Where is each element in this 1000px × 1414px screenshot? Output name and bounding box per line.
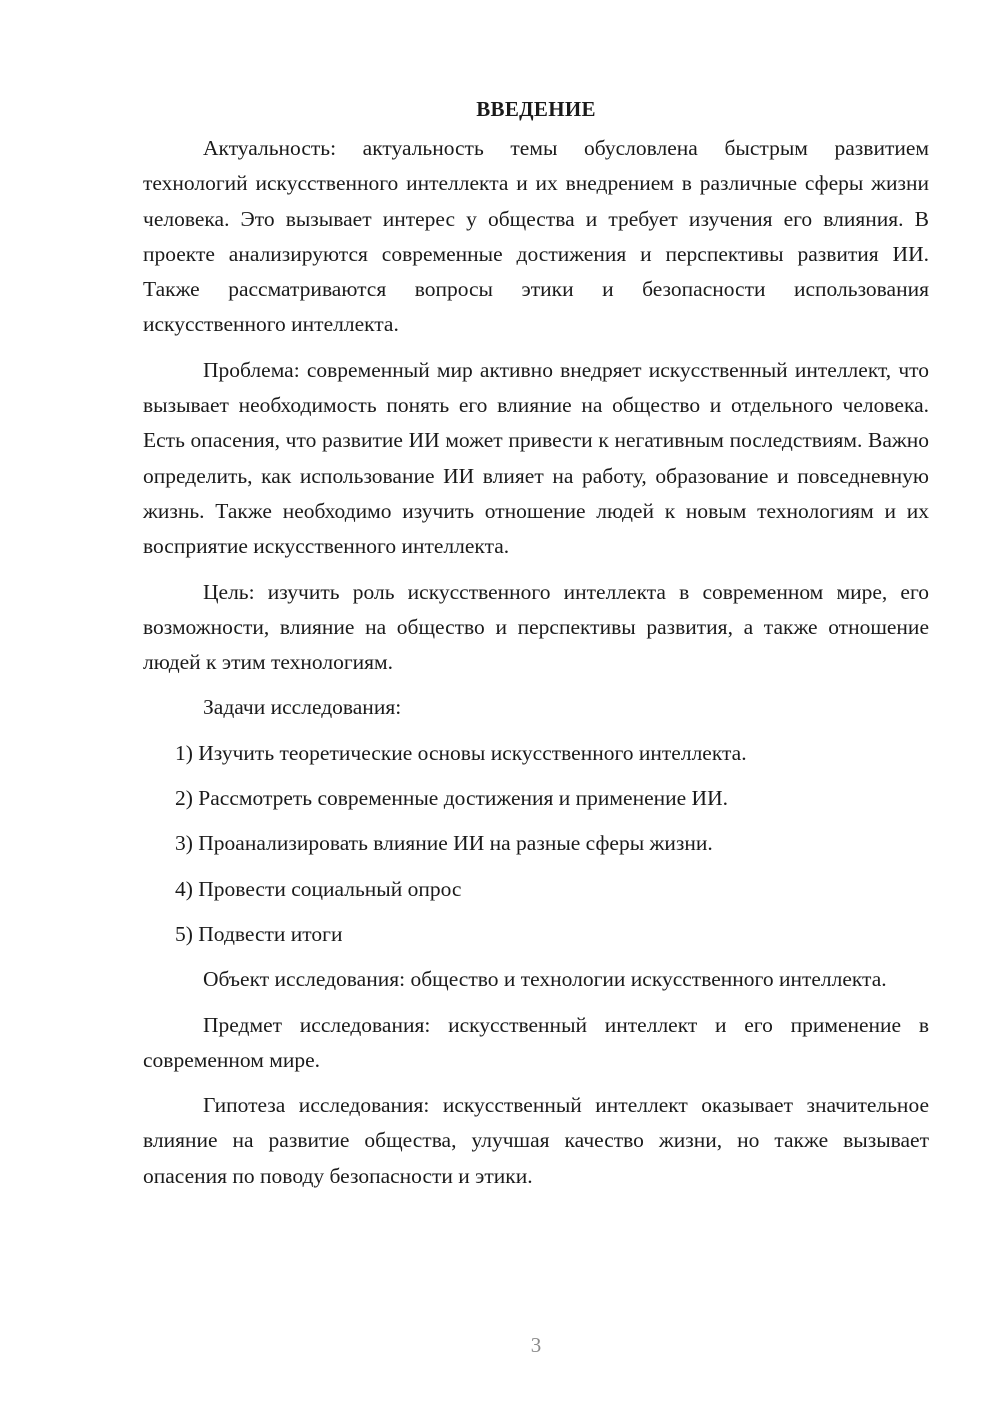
paragraph-object: Объект исследования: общество и технологии искусственного интеллекта. (203, 967, 887, 992)
paragraph-hypothesis: Гипотеза исследования: искусственный интеллект оказывает значительное влияние на развитие общества, улучшая качество жизни, но также вызывает опасения по поводу безопасности и этики. (143, 1093, 929, 1188)
task-item-3: 3) Проанализировать влияние ИИ на разные сферы жизни. (175, 831, 713, 856)
section-title: ВВЕДЕНИЕ (476, 97, 596, 121)
task-list (143, 736, 929, 952)
task-item-4: 4) Провести социальный опрос (175, 876, 462, 901)
document-page (143, 92, 929, 1194)
page-number: 3 (530, 1333, 542, 1357)
paragraph-goal: Цель: изучить роль искусственного интеллекта в современном мире, его возможности, влияние на общество и перспективы развития, а также отношение людей к этим технологиям. (143, 579, 929, 675)
task-item-2: 2) Рассмотреть современные достижения и применение ИИ. (175, 786, 728, 811)
task-item-5: 5) Подвести итоги (175, 921, 343, 946)
paragraph-problem: Проблема: современный мир активно внедряет искусственный интеллект, что вызывает необходимость понять его влияние на общество и отдельного человека. Есть опасения, что развитие ИИ может привести к негативным последствиям. Важно определить, как использование ИИ влияет на работу, образование и повседневную жизнь. Также необходимо изучить отношение людей к новым технологиям и их восприятие искусственного интеллекта. (143, 357, 929, 559)
paragraph-subject: Предмет исследования: искусственный интеллект и его применение в современном мире. (143, 1012, 929, 1072)
paragraph-relevance: Актуальность: актуальность темы обусловлена быстрым развитием технологий искусственного интеллекта и их внедрением в различные сферы жизни человека. Это вызывает интерес у общества и требует изучения его влияния. В проекте анализируются современные достижения и перспективы развития ИИ. Также рассматриваются вопросы этики и безопасности использования искусственного интеллекта. (143, 136, 929, 337)
task-item-1: 1) Изучить теоретические основы искусственного интеллекта. (175, 740, 747, 765)
tasks-heading: Задачи исследования: (203, 695, 402, 720)
